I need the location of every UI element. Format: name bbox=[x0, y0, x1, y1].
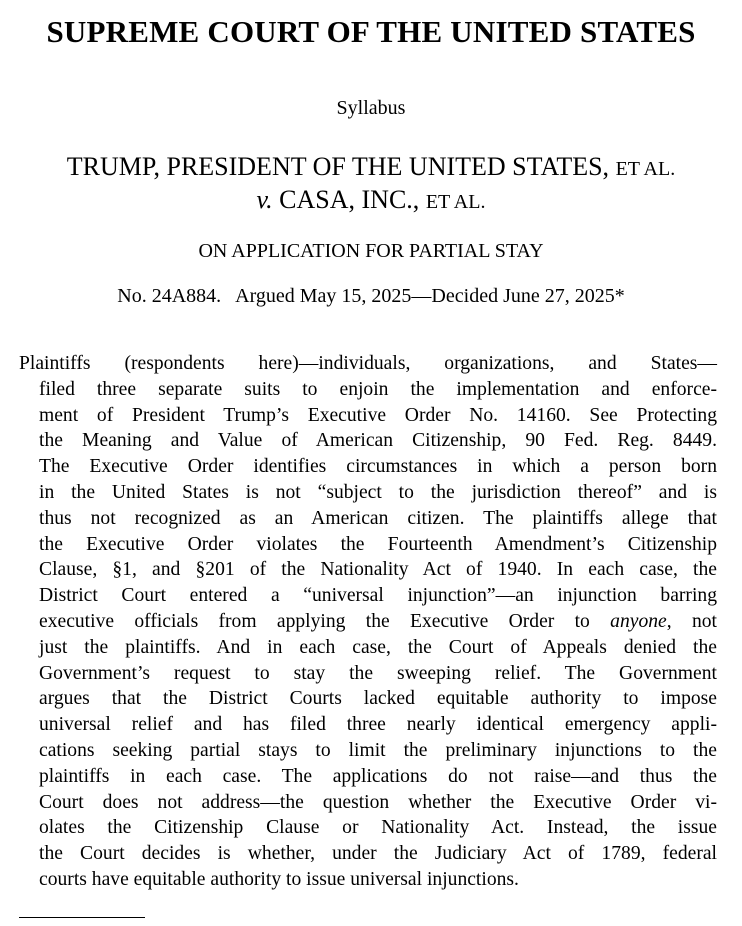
footnote-rule bbox=[19, 917, 145, 918]
petitioner-et-al: ET AL. bbox=[615, 158, 676, 180]
proceeding-type: ON APPLICATION FOR PARTIAL STAY bbox=[198, 240, 544, 262]
syllabus-line: olates the Citizenship Clause or Nationality Act. Instead, the issue bbox=[39, 817, 717, 839]
syllabus-line-part: , not bbox=[666, 610, 717, 632]
syllabus-line: ment of President Trump’s Executive Order No. 14160. See Protecting bbox=[39, 404, 717, 426]
respondent-et-al: ET AL. bbox=[425, 191, 486, 213]
court-title: SUPREME COURT OF THE UNITED STATES bbox=[46, 14, 696, 49]
syllabus-line-part: executive officials from applying the Executive Order to bbox=[39, 610, 611, 632]
syllabus-line: the Meaning and Value of American Citizenship, 90 Fed. Reg. 8449. bbox=[39, 430, 717, 452]
syllabus-heading: Syllabus bbox=[336, 97, 406, 119]
docket-line bbox=[0, 285, 742, 308]
syllabus-line: the Executive Order violates the Fourteenth Amendment’s Citizenship bbox=[39, 533, 717, 555]
emphasis-anyone: anyone bbox=[610, 610, 667, 632]
syllabus-line: Plaintiffs (respondents here)—individuals, organizations, and States— bbox=[19, 353, 717, 374]
respondent-name: CASA, INC., bbox=[279, 185, 420, 214]
syllabus-line: cations seeking partial stays to limit the preliminary injunctions to the bbox=[39, 739, 717, 761]
syllabus-line: argues that the District Courts lacked equitable authority to impose bbox=[39, 688, 717, 710]
syllabus-line: The Executive Order identifies circumstances in which a person born bbox=[39, 456, 717, 478]
syllabus-line: in the United States is not “subject to the jurisdiction thereof” and is bbox=[39, 481, 717, 503]
docket-number: No. 24A884. bbox=[117, 285, 222, 307]
versus: v. bbox=[256, 185, 273, 214]
syllabus-line: courts have equitable authority to issue universal injunctions. bbox=[39, 868, 519, 890]
syllabus-line: plaintiffs in each case. The applications do not raise—and thus the bbox=[39, 765, 717, 787]
syllabus-line: Government’s request to stay the sweeping relief. The Government bbox=[39, 662, 717, 684]
syllabus-line: just the plaintiffs. And in each case, the Court of Appeals denied the bbox=[39, 636, 717, 658]
syllabus-line bbox=[19, 609, 717, 635]
argument-decision-dates: Argued May 15, 2025—Decided June 27, 2025* bbox=[235, 285, 625, 307]
syllabus-body bbox=[19, 351, 717, 893]
syllabus-line: District Court entered a “universal injunction”—an injunction barring bbox=[39, 585, 717, 607]
case-caption-petitioner bbox=[0, 152, 742, 182]
syllabus-line: the Court decides is whether, under the Judiciary Act of 1789, federal bbox=[39, 843, 717, 865]
syllabus-line: thus not recognized as an American citizen. The plaintiffs allege that bbox=[39, 507, 717, 529]
syllabus-line: Court does not address—the question whether the Executive Order vi- bbox=[39, 791, 717, 813]
case-caption-respondent bbox=[0, 185, 742, 215]
syllabus-line: Clause, §1, and §201 of the Nationality Act of 1940. In each case, the bbox=[39, 559, 717, 581]
petitioner-name: TRUMP, PRESIDENT OF THE UNITED STATES, bbox=[66, 152, 610, 181]
syllabus-line: universal relief and has filed three nearly identical emergency appli- bbox=[39, 714, 717, 736]
syllabus-line: filed three separate suits to enjoin the implementation and enforce- bbox=[39, 378, 717, 400]
